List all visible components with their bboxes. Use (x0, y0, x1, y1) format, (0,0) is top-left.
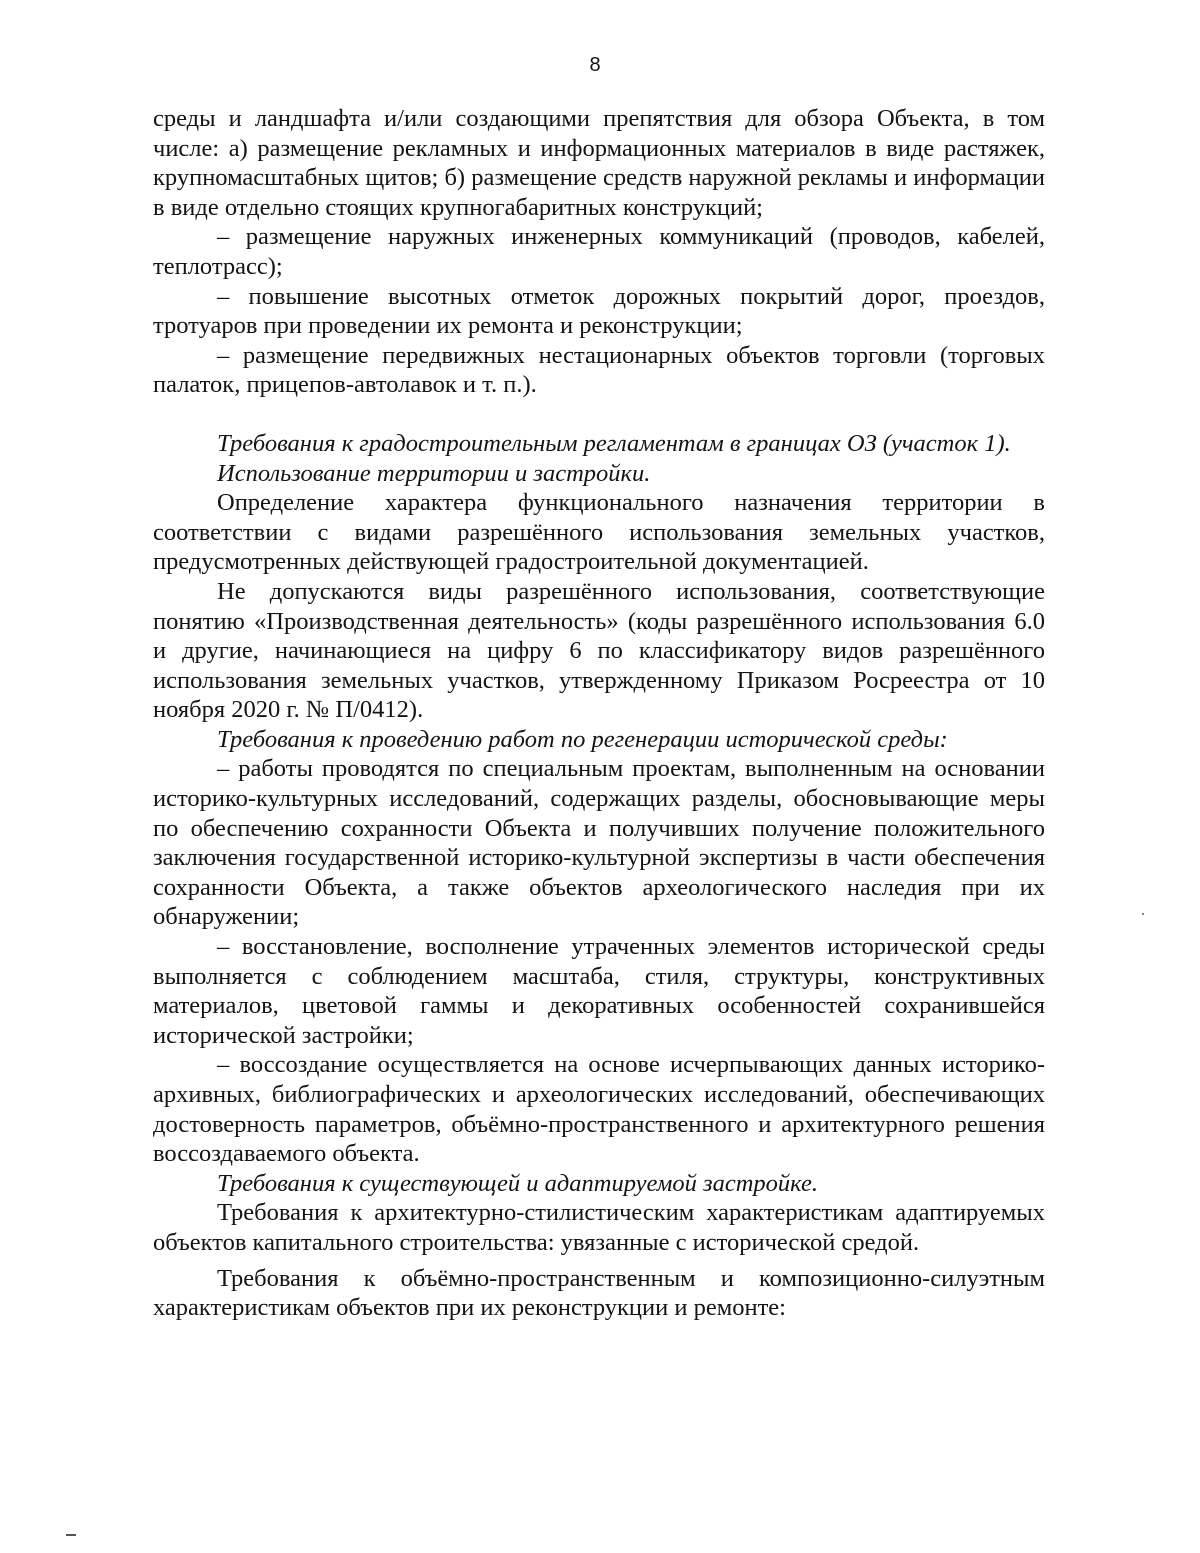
list-item-utilities: – размещение наружных инженерных коммуникаций (проводов, кабелей, теплотрасс); (153, 223, 1045, 280)
paragraph-functional-purpose: Определение характера функционального назначения территории в соответствии с видами разрешённого использования земельных участков, предусмотренных действующей градостроительной документацией. (153, 489, 1045, 576)
document-body (153, 104, 1045, 1323)
list-item-restoration: – восстановление, восполнение утраченных элементов исторической среды выполняется с соблюдением масштаба, стиля, структуры, конструктивных материалов, цветовой гаммы и декоративных особенностей сохранившейся исторической застройки; (153, 933, 1045, 1049)
subheading-regeneration: Требования к проведению работ по регенерации исторической среды: (217, 725, 948, 753)
paragraph-volumetric-requirements: Требования к объёмно-пространственным и композиционно-силуэтным характеристикам объектов при их реконструкции и ремонте: (153, 1264, 1045, 1322)
list-item-road-levels: – повышение высотных отметок дорожных покрытий дорог, проездов, тротуаров при проведении их ремонта и реконструкции; (153, 282, 1045, 340)
paragraph-prohibited-uses: Не допускаются виды разрешённого использования, соответствующие понятию «Производственная деятельность» (коды разрешённого использования 6.0 и другие, начинающиеся на цифру 6 по классификатору видов разрешённого использования земельных участков, утвержденному Приказом Росреестра от 10 ноября 2020 г. № П/0412). (153, 577, 1045, 724)
list-item-trade-objects: – размещение передвижных нестационарных объектов торговли (торговых палаток, прицепов-автолавок и т. п.). (153, 341, 1045, 399)
page-number: 8 (589, 54, 601, 76)
list-item-recreation: – воссоздание осуществляется на основе исчерпывающих данных историко-архивных, библиографических и археологических исследований, обеспечивающих достоверность параметров, объёмно-пространственного и архитектурного решения воссоздаваемого объекта. (153, 1051, 1045, 1168)
list-item-special-projects: – работы проводятся по специальным проектам, выполненным на основании историко-культурных исследований, содержащих разделы, обосновывающие меры по обеспечению сохранности Объекта и получивших получение положительного заключения государственной историко-культурной экспертизы в части обеспечения сохранности Объекта, а также объектов археологического наследия при их обнаружении; (153, 755, 1045, 931)
scan-mark (66, 1534, 76, 1536)
paragraph-continuation: среды и ландшафта и/или создающими препятствия для обзора Объекта, в том числе: а) размещение рекламных и информационных материалов в виде растяжек, крупномасштабных щитов; б) размещение средств наружной рекламы и информации в виде отдельно стоящих крупногабаритных конструкций; (153, 105, 1045, 221)
paragraph-architectural-style: Требования к архитектурно-стилистическим характеристикам адаптируемых объектов капитального строительства: увязанные с исторической средой. (153, 1199, 1045, 1256)
section-heading-regulations: Требования к градостроительным регламентам в границах ОЗ (участок 1). (217, 429, 1011, 457)
scan-speck (1142, 913, 1144, 915)
subheading-territory-use: Использование территории и застройки. (217, 459, 651, 487)
subheading-existing-buildings: Требования к существующей и адаптируемой застройке. (217, 1169, 818, 1197)
